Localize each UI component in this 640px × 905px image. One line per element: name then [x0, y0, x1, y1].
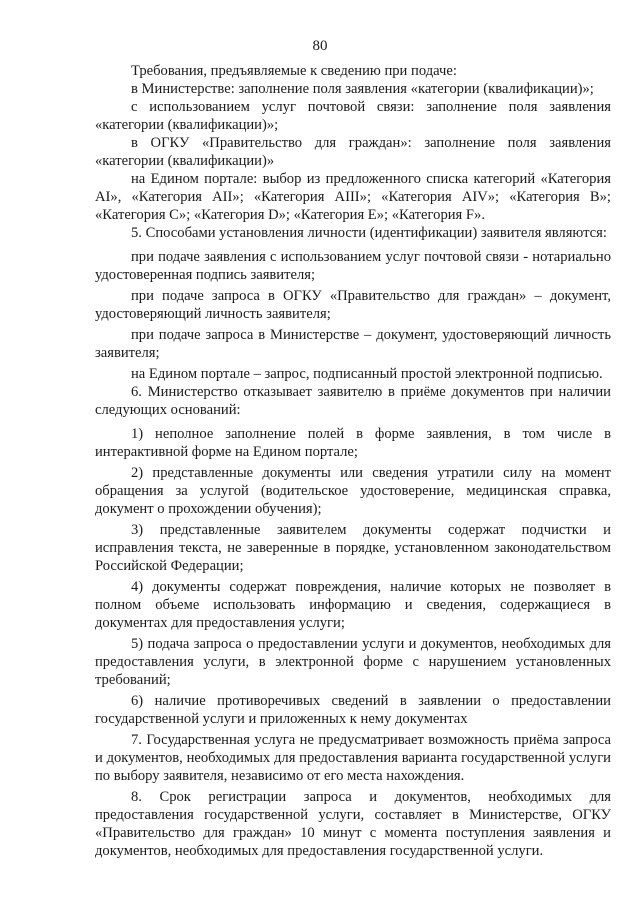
document-body — [95, 62, 615, 860]
paragraph-refusal-1: 1) неполное заполнение полей в форме заявления, в том числе в интерактивной форме на Едином портале; — [95, 426, 615, 460]
paragraph-identification-portal: на Едином портале – запрос, подписанный простой электронной подписью. — [131, 366, 603, 382]
paragraph-item-6: 6. Министерство отказывает заявителю в приёме документов при наличии следующих оснований: — [95, 384, 615, 418]
page-number: 80 — [312, 38, 328, 54]
paragraph-identification-post: при подаче заявления с использованием услуг почтовой связи - нотариально удостоверенная подпись заявителя; — [95, 249, 615, 283]
paragraph-requirement-ministry: в Министерстве: заполнение поля заявления «категории (квалификации)»; — [131, 81, 594, 97]
paragraph-identification-ministry: при подаче запроса в Министерстве – документ, удостоверяющий личность заявителя; — [95, 327, 615, 361]
paragraph-refusal-5: 5) подача запроса о предоставлении услуги и документов, необходимых для предоставления услуги, в электронной форме с нарушением установленных требований; — [95, 636, 615, 688]
paragraph-item-5: 5. Способами установления личности (идентификации) заявителя являются: — [131, 225, 607, 241]
paragraph-refusal-4: 4) документы содержат повреждения, наличие которых не позволяет в полном объеме использовать информацию и сведения, содержащиеся в документах для предоставления услуги; — [95, 579, 615, 631]
paragraph-requirement-portal: на Едином портале: выбор из предложенного списка категорий «Категория AI», «Категория AII»; «Категория AIII»; «Категория AIV»; «Категория B»; «Категория C»; «Категория D»; «Категория E»; «Категория F». — [95, 171, 615, 223]
paragraph-requirements-intro: Требования, предъявляемые к сведению при подаче: — [131, 63, 457, 79]
paragraph-refusal-3: 3) представленные заявителем документы содержат подчистки и исправления текста, не заверенные в порядке, установленном законодательством Российской Федерации; — [95, 522, 615, 574]
paragraph-refusal-2: 2) представленные документы или сведения утратили силу на момент обращения за услугой (водительское удостоверение, медицинская справка, документ о прохождении обучения); — [95, 465, 615, 517]
paragraph-item-7: 7. Государственная услуга не предусматривает возможность приёма запроса и документов, необходимых для предоставления варианта государственной услуги по выбору заявителя, независимо от его места нахождения. — [95, 732, 615, 784]
paragraph-item-8: 8. Срок регистрации запроса и документов, необходимых для предоставления государственной услуги, составляет в Министерстве, ОГКУ «Правительство для граждан» 10 минут с момента поступления заявления и документов, необходимых для предоставления государственной услуги. — [95, 789, 615, 859]
paragraph-requirement-ogku: в ОГКУ «Правительство для граждан»: заполнение поля заявления «категории (квалификации)» — [95, 135, 615, 169]
paragraph-refusal-6: 6) наличие противоречивых сведений в заявлении о предоставлении государственной услуги и приложенных к нему документах — [95, 693, 615, 727]
paragraph-requirement-post: с использованием услуг почтовой связи: заполнение поля заявления «категории (квалификации)»; — [95, 99, 615, 133]
paragraph-identification-ogku: при подаче запроса в ОГКУ «Правительство для граждан» – документ, удостоверяющий личность заявителя; — [95, 288, 615, 322]
